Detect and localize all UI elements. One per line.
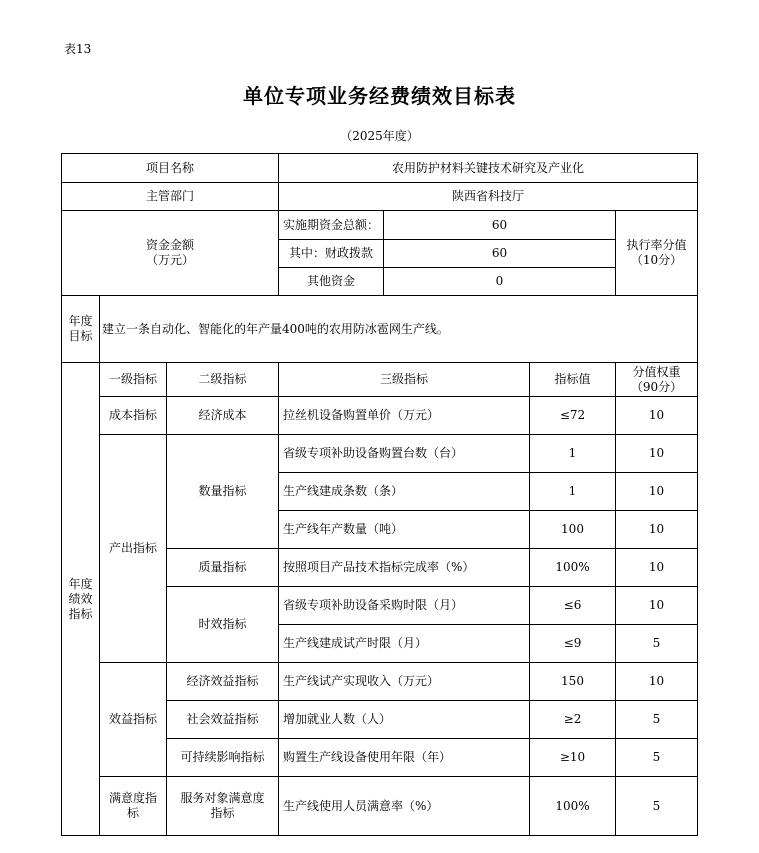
level3-header: 三级指标 xyxy=(279,363,530,397)
indicator-header-row xyxy=(62,363,698,397)
indicator-section-line3: 指标 xyxy=(68,606,93,621)
table-row xyxy=(62,435,698,473)
indicator-name: 按照项目产品技术指标完成率（%） xyxy=(279,549,530,587)
indicator-weight: 5 xyxy=(616,625,698,663)
indicator-weight: 10 xyxy=(616,663,698,701)
indicator-weight: 10 xyxy=(616,473,698,511)
indicator-value: ≥10 xyxy=(530,739,616,777)
indicator-weight: 10 xyxy=(616,397,698,435)
funds-label xyxy=(62,211,279,296)
execution-rate-score xyxy=(616,211,698,296)
table-number: 表13 xyxy=(64,42,92,56)
level1-output: 产出指标 xyxy=(100,435,167,663)
annual-goal-label-line1: 年度 xyxy=(68,314,93,328)
indicator-name: 生产线试产实现收入（万元） xyxy=(279,663,530,701)
indicator-section-line1: 年度 xyxy=(68,576,93,591)
indicator-section-label xyxy=(62,363,100,836)
funds-other-value: 0 xyxy=(384,268,616,296)
weight-header-line1: 分值权重 xyxy=(632,364,681,379)
value-header: 指标值 xyxy=(530,363,616,397)
indicator-name: 购置生产线设备使用年限（年） xyxy=(279,739,530,777)
level2-service-line2: 指标 xyxy=(210,806,235,820)
table-row xyxy=(62,777,698,836)
level2-time: 时效指标 xyxy=(167,587,279,663)
department-value: 陕西省科技厅 xyxy=(279,183,698,211)
funds-fiscal-label: 其中：财政拨款 xyxy=(279,240,384,268)
level2-quantity: 数量指标 xyxy=(167,435,279,549)
weight-header-line2: （90分） xyxy=(630,379,683,394)
indicator-value: 100 xyxy=(530,511,616,549)
funds-total-row xyxy=(62,211,698,240)
indicator-weight: 10 xyxy=(616,435,698,473)
project-name-value: 农用防护材料关键技术研究及产业化 xyxy=(279,154,698,183)
indicator-name: 生产线建成试产时限（月） xyxy=(279,625,530,663)
indicator-name: 生产线使用人员满意率（%） xyxy=(279,777,530,836)
indicator-value: ≤72 xyxy=(530,397,616,435)
indicator-value: 100% xyxy=(530,777,616,836)
annual-goal-label-line2: 目标 xyxy=(68,329,93,343)
indicator-value: ≥2 xyxy=(530,701,616,739)
indicator-value: ≤6 xyxy=(530,587,616,625)
indicator-value: ≤9 xyxy=(530,625,616,663)
level1-cost: 成本指标 xyxy=(100,397,167,435)
table-row xyxy=(62,663,698,701)
indicator-name: 生产线年产数量（吨） xyxy=(279,511,530,549)
indicator-weight: 10 xyxy=(616,511,698,549)
fiscal-year: （2025年度） xyxy=(340,129,419,143)
performance-target-table xyxy=(61,153,698,836)
level2-header: 二级指标 xyxy=(167,363,279,397)
level2-social-benefit: 社会效益指标 xyxy=(167,701,279,739)
indicator-name: 增加就业人数（人） xyxy=(279,701,530,739)
funds-label-line1: 资金金额 xyxy=(145,238,194,252)
indicator-weight: 5 xyxy=(616,701,698,739)
funds-total-value: 60 xyxy=(384,211,616,240)
level1-satisfaction xyxy=(100,777,167,836)
department-row xyxy=(62,183,698,211)
funds-label-line2: （万元） xyxy=(145,253,194,267)
indicator-weight: 5 xyxy=(616,739,698,777)
level1-benefit: 效益指标 xyxy=(100,663,167,777)
indicator-weight: 10 xyxy=(616,587,698,625)
level2-econ-benefit: 经济效益指标 xyxy=(167,663,279,701)
indicator-name: 省级专项补助设备购置台数（台） xyxy=(279,435,530,473)
page-title: 单位专项业务经费绩效目标表 xyxy=(243,84,516,108)
execution-rate-line2: （10分） xyxy=(630,253,683,267)
level1-satisfaction-line2: 标 xyxy=(126,806,139,820)
indicator-value: 150 xyxy=(530,663,616,701)
level2-econ-cost: 经济成本 xyxy=(167,397,279,435)
funds-total-label: 实施期资金总额： xyxy=(279,211,384,240)
indicator-name: 省级专项补助设备采购时限（月） xyxy=(279,587,530,625)
annual-goal-label xyxy=(62,296,100,363)
funds-other-label: 其他资金 xyxy=(279,268,384,296)
level1-header: 一级指标 xyxy=(100,363,167,397)
funds-fiscal-value: 60 xyxy=(384,240,616,268)
indicator-weight: 5 xyxy=(616,777,698,836)
execution-rate-line1: 执行率分值 xyxy=(626,238,687,252)
indicator-name: 生产线建成条数（条） xyxy=(279,473,530,511)
weight-header xyxy=(616,363,698,397)
indicator-value: 100% xyxy=(530,549,616,587)
indicator-value: 1 xyxy=(530,435,616,473)
indicator-weight: 10 xyxy=(616,549,698,587)
annual-goal-row xyxy=(62,296,698,363)
level2-service-line1: 服务对象满意度 xyxy=(180,791,265,805)
level2-sustainability: 可持续影响指标 xyxy=(167,739,279,777)
indicator-section-line2: 绩效 xyxy=(68,591,93,606)
level2-service-satisfaction xyxy=(167,777,279,836)
table-row xyxy=(62,397,698,435)
indicator-value: 1 xyxy=(530,473,616,511)
annual-goal-text: 建立一条自动化、智能化的年产量400吨的农用防冰雹网生产线。 xyxy=(100,296,698,363)
project-name-row xyxy=(62,154,698,183)
level2-quality: 质量指标 xyxy=(167,549,279,587)
project-name-label: 项目名称 xyxy=(62,154,279,183)
department-label: 主管部门 xyxy=(62,183,279,211)
indicator-name: 拉丝机设备购置单价（万元） xyxy=(279,397,530,435)
level1-satisfaction-line1: 满意度指 xyxy=(108,791,157,805)
